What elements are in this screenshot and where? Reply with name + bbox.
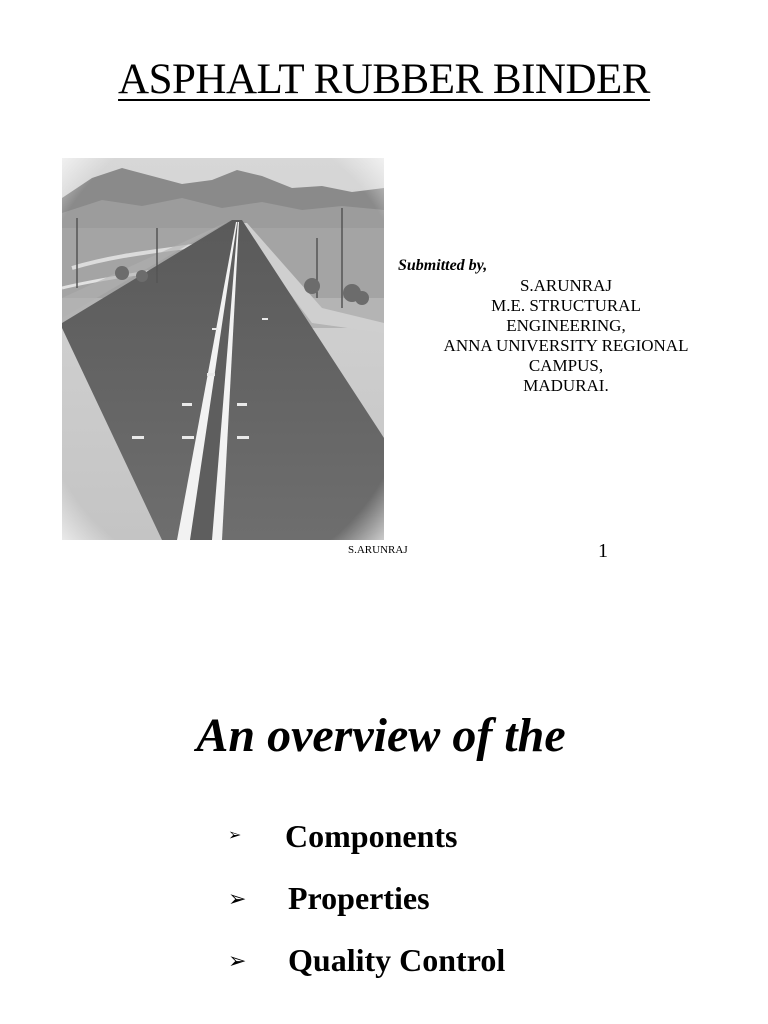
institution-line-1: ANNA UNIVERSITY REGIONAL xyxy=(443,336,689,355)
overview-heading: An overview of the xyxy=(196,709,566,762)
arrow-bullet-icon: ➢ xyxy=(228,948,247,973)
author-degree-line-1: M.E. STRUCTURAL xyxy=(491,296,641,315)
road-photo xyxy=(62,158,384,540)
author-details xyxy=(404,276,728,396)
author-name: S.ARUNRAJ xyxy=(519,276,613,295)
bullet-quality-control: Quality Control xyxy=(288,942,506,978)
submission-block xyxy=(398,256,738,396)
institution-line-2: CAMPUS, xyxy=(528,356,604,375)
footer-author: S.ARUNRAJ xyxy=(348,544,408,556)
overview-slide xyxy=(0,690,768,1024)
institution-city: MADURAI. xyxy=(523,376,609,395)
bullet-properties: Properties xyxy=(288,880,430,916)
arrow-bullet-icon: ➢ xyxy=(228,886,247,911)
author-degree-line-2: ENGINEERING, xyxy=(506,316,626,335)
slide-title: ASPHALT RUBBER BINDER xyxy=(118,56,650,103)
arrow-bullet-icon: ➢ xyxy=(228,827,242,844)
bullet-components: Components xyxy=(285,818,458,854)
page-number: 1 xyxy=(598,540,608,562)
submitted-by-label: Submitted by, xyxy=(398,257,488,274)
